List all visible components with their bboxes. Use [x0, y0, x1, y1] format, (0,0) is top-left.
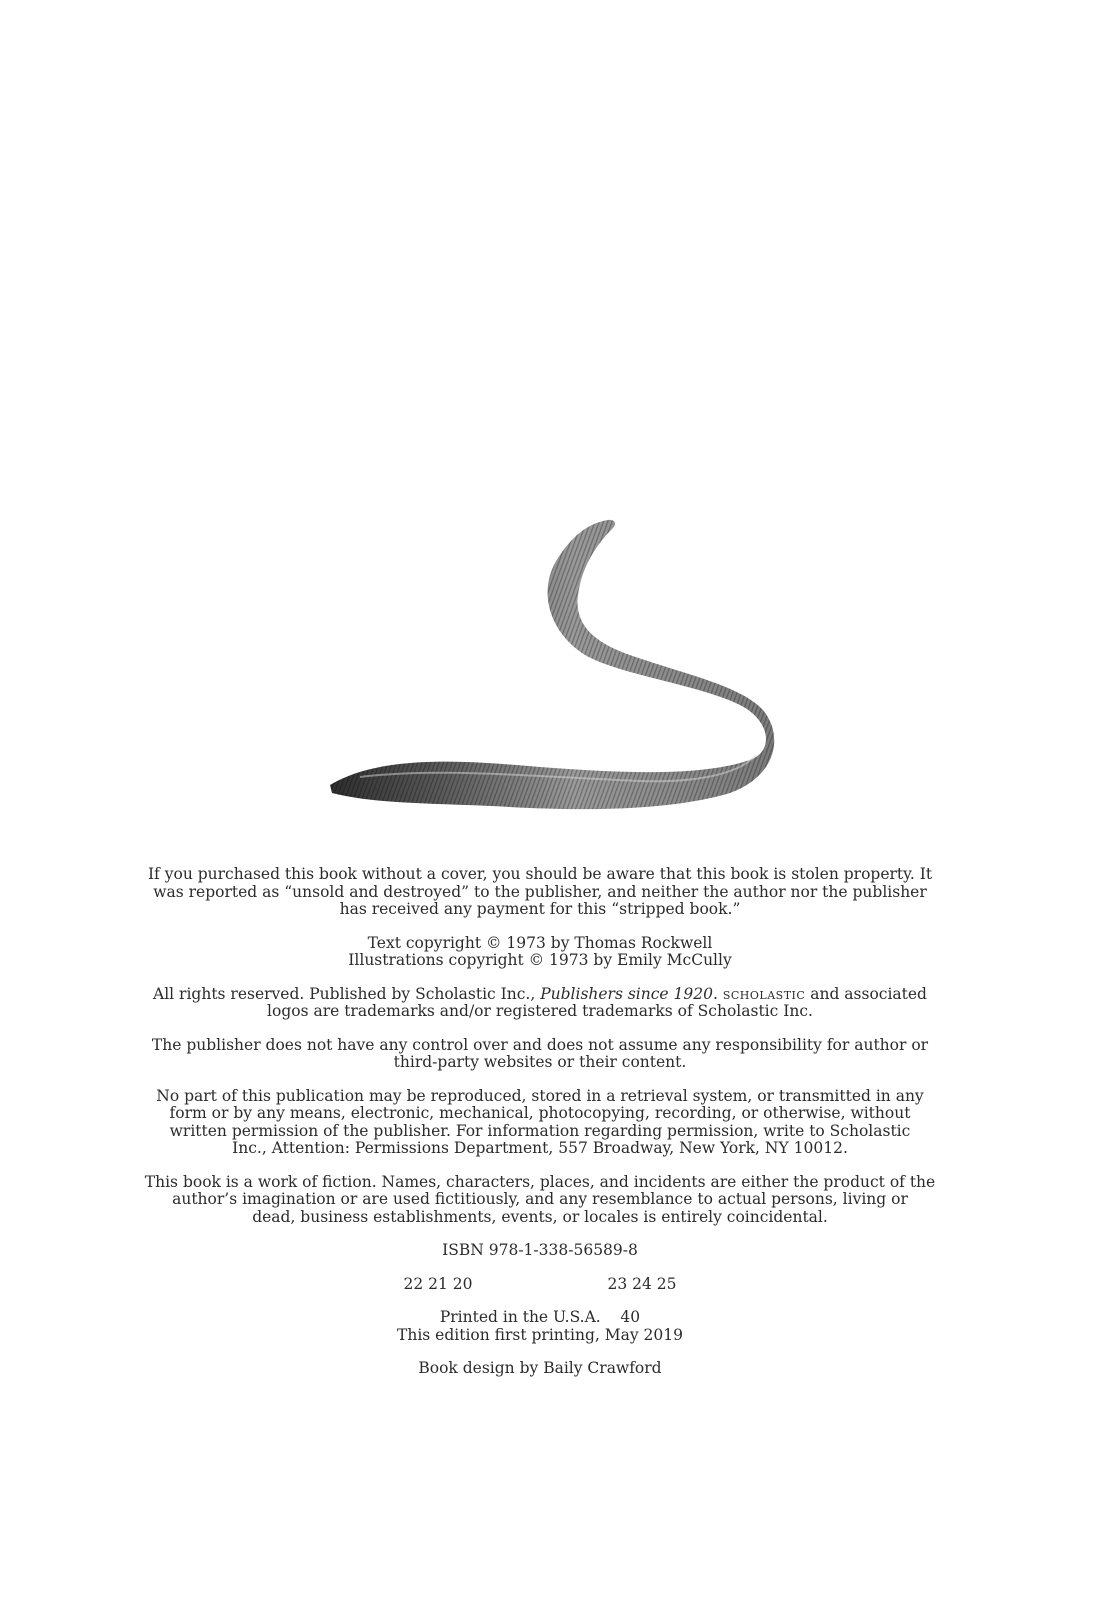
rights-line-1 [140, 986, 940, 1004]
rights-punctuation: . [712, 984, 723, 1003]
fiction-line: This book is a work of fiction. Names, characters, places, and incidents are either the product of the [144, 1172, 936, 1191]
printing-numbers-right: 23 24 25 [607, 1274, 677, 1293]
reproduction-line: Inc., Attention: Permissions Department, 557 Broadway, New York, NY 10012. [232, 1139, 848, 1157]
earthworm-illustration [320, 515, 780, 835]
fiction-line: author’s imagination or are used fictitiously, and any resemblance to actual persons, living or [172, 1190, 908, 1208]
rights-line-2: logos are trademarks and/or registered trademarks of Scholastic Inc. [267, 1002, 813, 1020]
notice-line: has received any payment for this “stripped book.” [339, 900, 741, 918]
printing-numbers [140, 1276, 940, 1294]
rights-lead: All rights reserved. Published by Scholastic Inc., [153, 984, 541, 1003]
fiction-disclaimer [140, 1174, 940, 1227]
rights-notice [140, 986, 940, 1021]
notice-line: If you purchased this book without a cover, you should be aware that this book is stolen property. It [147, 865, 933, 883]
publisher-control-notice [140, 1037, 940, 1072]
notice-line: was reported as “unsold and destroyed” to the publisher, and neither the author nor the publisher [153, 882, 927, 901]
reproduction-line: written permission of the publisher. For information regarding permission, write to Scholastic [169, 1121, 911, 1140]
copyright-page-text [140, 866, 940, 1394]
printing-numbers-left: 22 21 20 [403, 1274, 473, 1293]
fiction-line: dead, business establishments, events, or locales is entirely coincidental. [252, 1207, 828, 1226]
printed-in: Printed in the U.S.A. 40 [439, 1308, 641, 1326]
reproduction-line: form or by any means, electronic, mechanical, photocopying, recording, or otherwise, without [169, 1104, 911, 1122]
book-design-credit: Book design by Baily Crawford [418, 1359, 662, 1377]
illustrations-copyright: Illustrations copyright © 1973 by Emily McCully [348, 951, 732, 969]
earthworm-image [320, 515, 780, 835]
text-copyright: Text copyright © 1973 by Thomas Rockwell [367, 933, 713, 952]
publisher-tagline: Publishers since 1920 [540, 984, 713, 1003]
publisher-control-line: third-party websites or their content. [393, 1053, 687, 1071]
scholastic-brand: scholastic [722, 984, 806, 1003]
edition-printing: This edition first printing, May 2019 [397, 1325, 683, 1344]
isbn: ISBN 978-1-338-56589-8 [442, 1241, 638, 1259]
publisher-control-line: The publisher does not have any control over and does not assume any responsibility for author or [151, 1035, 929, 1054]
printing-info [140, 1309, 940, 1344]
rights-tail: and associated [805, 984, 927, 1003]
reproduction-line: No part of this publication may be reproduced, stored in a retrieval system, or transmitted in any [156, 1086, 924, 1105]
copyright-notice [140, 935, 940, 970]
stripped-book-notice [140, 866, 940, 919]
reproduction-notice [140, 1088, 940, 1158]
